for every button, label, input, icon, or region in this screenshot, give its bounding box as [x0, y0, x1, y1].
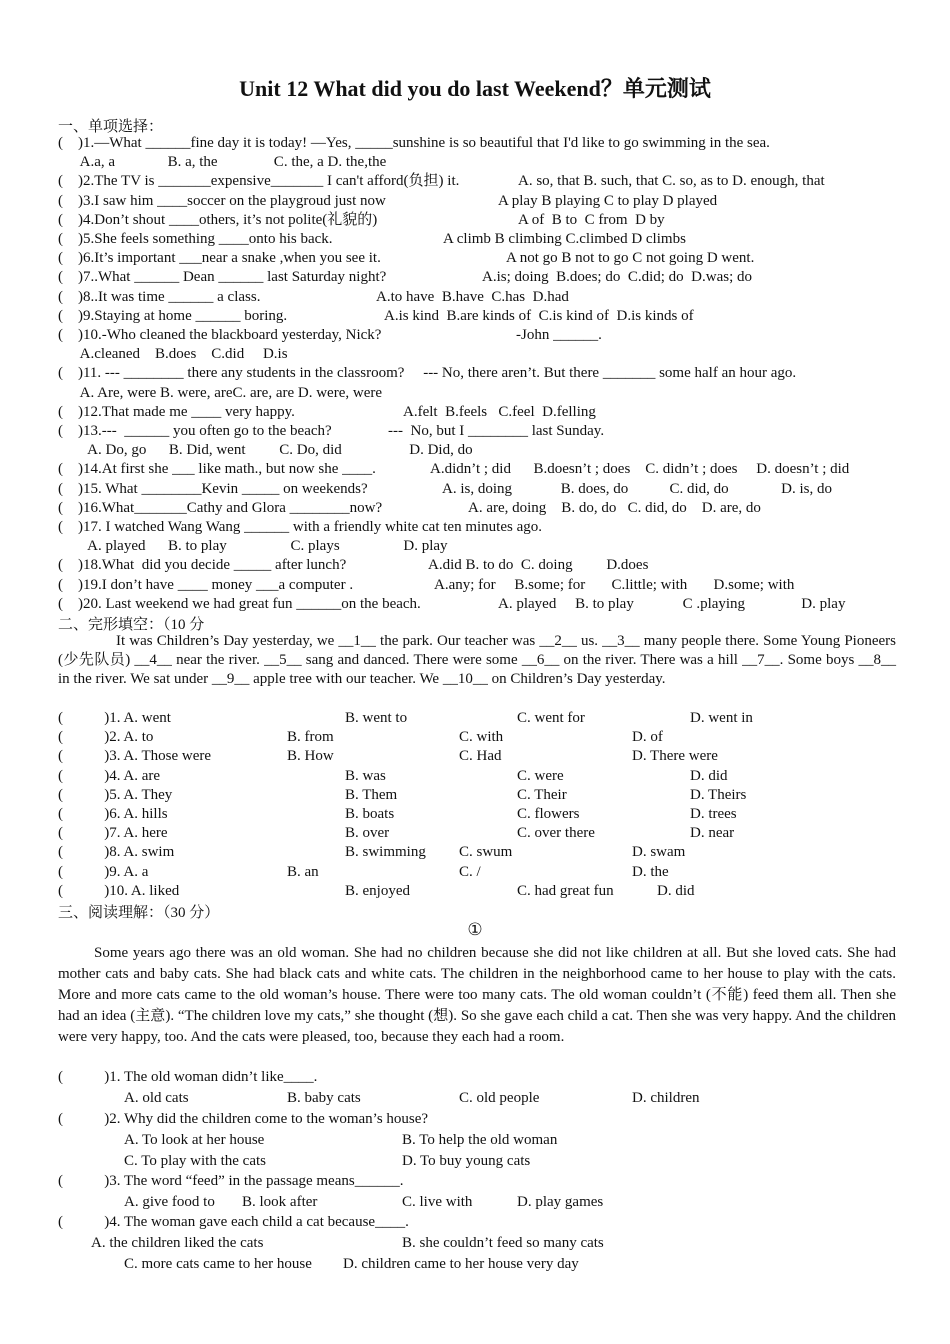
- reading-question-text: ( )2. Why did the children come to the woman’s house?: [58, 1111, 429, 1127]
- cloze-option-d: D. Theirs: [690, 786, 747, 803]
- reading-option: B. baby cats: [287, 1090, 361, 1106]
- mc-question-text: ( )16.What_______Cathy and Glora ________now?: [58, 499, 383, 516]
- mc-question-text: ( )18.What did you decide _____ after lunch?: [58, 557, 347, 574]
- mc-options-text: A. so, that B. such, that C. so, as to D. enough, that: [518, 173, 825, 190]
- cloze-option-c: C. Their: [517, 786, 567, 803]
- reading-option: A. old cats: [124, 1090, 189, 1106]
- reading-passage-marker: ①: [467, 920, 483, 939]
- mc-options-text: --- No, but I ________ last Sunday.: [388, 423, 605, 439]
- cloze-option-c: C. /: [459, 863, 481, 880]
- mc-options-text: A.is kind B.are kinds of C.is kind of D.is kinds of: [384, 307, 694, 324]
- mc-options-text: A.is; doing B.does; do C.did; do D.was; do: [482, 269, 753, 286]
- cloze-option-b: B. boats: [345, 806, 395, 822]
- mc-options-text: A of B to C from D by: [518, 211, 665, 228]
- reading-question-text: ( )4. The woman gave each child a cat because____.: [58, 1214, 409, 1230]
- reading-option: B. look after: [242, 1194, 318, 1210]
- section-multiple-choice: 一、单项选择：: [58, 119, 164, 135]
- mc-options-text: A play B playing C to play D played: [498, 192, 718, 209]
- mc-question-text: ( )4.Don’t shout ____others, it’s not polite(礼貌的): [58, 211, 378, 228]
- cloze-option-a: ( )8. A. swim: [58, 844, 175, 861]
- mc-question-text: ( )14.At first she ___ like math., but now she ____.: [58, 461, 376, 478]
- cloze-passage: It was Children’s Day yesterday, we __1__ the park. Our teacher was __2__ us. __3__ many people there. Some Young Pioneers (少先队员) __4__ near the river. __5__ sang and danced. There were some __6__ on the river. There was a hill __7__. Some boys __8__ in the river. We sat under __9__ apple tree with our teacher. We __10__ on Children’s Day yesterday.: [58, 633, 896, 687]
- mc-options-text: A.didn’t ; did B.doesn’t ; does C. didn’t ; does D. doesn’t ; did: [430, 461, 850, 478]
- mc-question-text: ( )11. --- ________ there any students in the classroom? --- No, there aren’t. But there _______ some half an hour ago.: [58, 365, 797, 382]
- cloze-option-b: B. an: [287, 863, 319, 880]
- cloze-option-a: ( )6. A. hills: [58, 806, 168, 822]
- mc-question-text: ( )9.Staying at home ______ boring.: [58, 307, 288, 324]
- reading-option: C. more cats came to her house: [124, 1256, 312, 1272]
- cloze-option-d: D. There were: [632, 748, 718, 765]
- cloze-option-b: B. was: [345, 767, 386, 784]
- mc-options-text: A not go B not to go C not going D went.: [506, 250, 755, 267]
- cloze-option-c: C. went for: [517, 710, 585, 726]
- mc-question-text: ( )7..What ______ Dean ______ last Saturday night?: [58, 269, 387, 286]
- reading-option: B. she couldn’t feed so many cats: [402, 1235, 604, 1251]
- reading-option: C. old people: [459, 1090, 540, 1106]
- cloze-option-d: D. did: [657, 882, 695, 899]
- mc-question-text: ( )20. Last weekend we had great fun ______on the beach.: [58, 595, 421, 612]
- cloze-option-d: D. of: [632, 729, 663, 746]
- mc-options-text: A.to have B.have C.has D.had: [376, 288, 569, 305]
- cloze-option-a: ( )3. A. Those were: [58, 748, 212, 765]
- reading-option: D. children: [632, 1090, 700, 1106]
- cloze-option-c: C. flowers: [517, 806, 580, 822]
- reading-option: D. children came to her house very day: [343, 1256, 579, 1272]
- mc-options-text: A.felt B.feels C.feel D.felling: [403, 403, 596, 420]
- cloze-option-c: C. Had: [459, 748, 502, 765]
- mc-question-text: ( )17. I watched Wang Wang ______ with a friendly white cat ten minutes ago.: [58, 519, 542, 535]
- mc-question-text: ( )6.It’s important ___near a snake ,when you see it.: [58, 250, 381, 267]
- cloze-option-d: D. swam: [632, 844, 686, 861]
- reading-option: B. To help the old woman: [402, 1132, 558, 1148]
- mc-options-text: A. is, doing B. does, do C. did, do D. is, do: [442, 480, 833, 497]
- mc-options-text: A climb B climbing C.climbed D climbs: [443, 231, 686, 247]
- mc-question-text: A.a, a B. a, the C. the, a D. the,the: [58, 154, 387, 171]
- mc-question-text: ( )19.I don’t have ____ money ___a computer .: [58, 576, 354, 593]
- cloze-option-b: B. over: [345, 825, 390, 842]
- cloze-option-b: B. Them: [345, 786, 398, 803]
- cloze-option-c: C. were: [517, 767, 564, 784]
- mc-question-text: A. played B. to play C. plays D. play: [58, 538, 448, 555]
- section-reading: 三、阅读理解：（30 分）: [58, 905, 220, 921]
- reading-option: D. To buy young cats: [402, 1153, 531, 1169]
- mc-question-text: ( )5.She feels something ____onto his back.: [58, 231, 333, 247]
- mc-options-text: A.any; for B.some; for C.little; with D.some; with: [434, 576, 795, 593]
- reading-option: A. To look at her house: [124, 1132, 265, 1148]
- cloze-option-d: D. did: [690, 767, 728, 784]
- cloze-option-d: D. near: [690, 825, 735, 842]
- mc-options-text: A. are, doing B. do, do C. did, do D. are, do: [468, 499, 761, 516]
- mc-question-text: ( )12.That made me ____ very happy.: [58, 403, 295, 420]
- cloze-option-c: C. over there: [517, 825, 595, 842]
- cloze-option-a: ( )10. A. liked: [58, 882, 180, 899]
- cloze-option-a: ( )7. A. here: [58, 825, 168, 842]
- mc-options-text: A. played B. to play C .playing D. play: [498, 595, 846, 612]
- mc-question-text: A.cleaned B.does C.did D.is: [58, 346, 288, 363]
- reading-option: C. To play with the cats: [124, 1153, 266, 1169]
- cloze-option-c: C. swum: [459, 844, 513, 861]
- cloze-option-a: ( )9. A. a: [58, 863, 149, 880]
- mc-options-text: A.did B. to do C. doing D.does: [428, 557, 649, 574]
- mc-question-text: ( )3.I saw him ____soccer on the playgroud just now: [58, 192, 386, 209]
- reading-question-text: ( )1. The old woman didn’t like____.: [58, 1069, 318, 1085]
- cloze-option-a: ( )2. A. to: [58, 729, 154, 746]
- cloze-option-c: C. with: [459, 729, 504, 746]
- cloze-option-b: B. went to: [345, 710, 408, 726]
- mc-question-text: ( )1.—What ______fine day it is today! —Yes, _____sunshine is so beautiful that I'd like to go swimming in the sea.: [58, 135, 770, 151]
- reading-option: A. the children liked the cats: [91, 1235, 264, 1251]
- section-cloze: 二、完形填空：（10 分: [58, 617, 205, 633]
- reading-option: A. give food to: [124, 1194, 215, 1210]
- reading-question-text: ( )3. The word “feed” in the passage means______.: [58, 1173, 404, 1189]
- reading-passage: Some years ago there was an old woman. She had no children because she did not like children at all. But she loved cats. She had mother cats and baby cats. She had black cats and white cats. The children in the neighborhood came to her house to play with the cats. More and more cats came to the old woman’s house. There were too many cats. The old woman couldn’t (不能) feed them all. Then she had an idea (主意). “The children love my cats,” she thought (想). So she gave each child a cat. Then she was very happy. And the children were very happy, too. And the cats were pleased, too, because they each had a room.: [58, 945, 896, 1045]
- mc-question-text: ( )13.--- ______ you often go to the beach?: [58, 423, 332, 439]
- cloze-option-a: ( )5. A. They: [58, 786, 173, 803]
- reading-option: C. live with: [402, 1194, 473, 1210]
- mc-question-text: ( )15. What ________Kevin _____ on weekends?: [58, 480, 368, 497]
- mc-question-text: ( )10.-Who cleaned the blackboard yesterday, Nick?: [58, 327, 382, 343]
- cloze-option-b: B. enjoyed: [345, 882, 410, 899]
- mc-options-text: -John ______.: [516, 327, 602, 343]
- cloze-option-d: D. the: [632, 863, 669, 880]
- cloze-option-a: ( )1. A. went: [58, 710, 171, 726]
- cloze-option-d: D. went in: [690, 710, 753, 726]
- page-title: Unit 12 What did you do last Weekend？单元测试: [239, 76, 711, 101]
- cloze-option-a: ( )4. A. are: [58, 767, 161, 784]
- cloze-option-b: B. swimming: [345, 844, 426, 861]
- cloze-option-b: B. from: [287, 729, 334, 746]
- cloze-option-d: D. trees: [690, 806, 737, 822]
- mc-question-text: A. Are, were B. were, areC. are, are D. were, were: [58, 384, 383, 401]
- reading-option: D. play games: [517, 1194, 604, 1210]
- mc-question-text: ( )2.The TV is _______expensive_______ I can't afford(负担) it.: [58, 173, 460, 190]
- cloze-option-c: C. had great fun: [517, 882, 614, 899]
- mc-question-text: ( )8..It was time ______ a class.: [58, 288, 261, 305]
- cloze-option-b: B. How: [287, 748, 334, 765]
- mc-question-text: A. Do, go B. Did, went C. Do, did D. Did, do: [58, 442, 473, 459]
